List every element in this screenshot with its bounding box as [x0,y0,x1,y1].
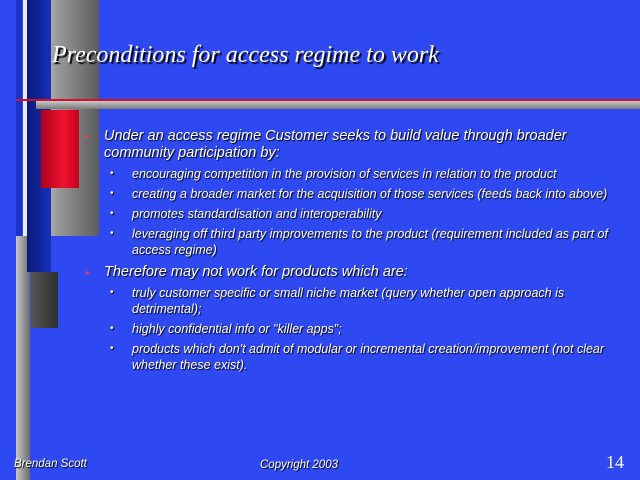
sub-bullet-marker: • [110,188,114,199]
sub-bullet-marker: • [110,168,114,179]
sub-bullet-text: products which don't admit of modular or incremental creation/improvement (not clear whether these exist). [132,342,605,372]
sub-bullet-marker: • [110,208,114,219]
sub-bullet-marker: • [110,343,114,354]
sub-bullet [80,166,628,182]
sub-bullet [80,341,628,373]
sub-bullet-text: creating a broader market for the acquisition of those services (feeds back into above) [132,187,608,201]
bullet-marker: • [85,266,90,280]
sub-bullet-marker: • [110,287,114,298]
decor-grey-strip-left [16,236,30,480]
sub-bullet-marker: • [110,323,114,334]
bullet-text: Therefore may not work for products which are: [104,264,408,280]
slide-content [80,128,628,377]
sub-bullet [80,206,628,222]
footer-copyright: Copyright 2003 [260,459,338,471]
sub-bullet-text: highly confidential info or "killer apps"; [132,322,342,336]
sub-bullet-marker: • [110,228,114,239]
sub-bullet-text: encouraging competition in the provision of services in relation to the product [132,167,557,181]
sub-bullet [80,321,628,337]
footer-author: Brendan Scott [14,458,87,470]
bullet-text: Under an access regime Customer seeks to build value through broader community participation by: [104,128,567,161]
slide-title: Preconditions for access regime to work [52,42,439,68]
sub-bullet-text: promotes standardisation and interoperability [132,207,382,221]
decor-dark-grey-bar [31,272,58,328]
decor-red-block [41,110,79,188]
sub-bullet-text: leveraging off third party improvements to the product (requirement included as part of access regime) [132,227,608,257]
page-number: 14 [606,452,624,472]
sub-bullet [80,186,628,202]
bullet-point-2 [80,264,628,281]
bullet-marker: • [85,130,90,144]
sub-bullet [80,285,628,317]
title-rule-grey [36,101,640,109]
sub-bullet [80,226,628,258]
sub-bullet-text: truly customer specific or small niche market (query whether open approach is detrimental); [132,286,565,316]
bullet-point-1 [80,128,628,162]
